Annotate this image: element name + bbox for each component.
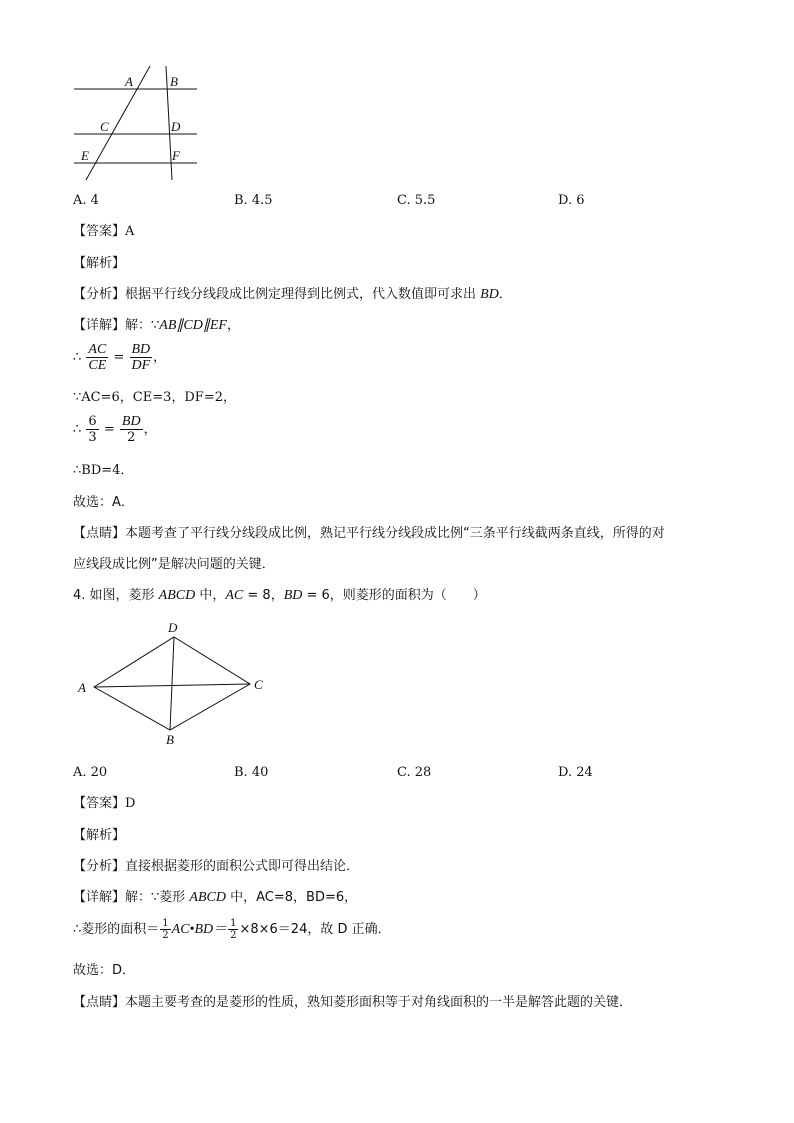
q4-option-b: B. 40 — [234, 765, 269, 780]
q3-fenxi — [73, 286, 512, 304]
xiangjie-abcd: ABCD — [189, 890, 226, 905]
therefore-sign: ∴ — [73, 422, 82, 437]
label-F: F — [172, 148, 180, 163]
comma: ， — [143, 422, 157, 437]
q3-dianjing — [73, 525, 665, 543]
q3-substitution-equation — [73, 414, 157, 445]
fenxi-text: 根据平行线分线段成比例定理得到比例式，代入数值即可求出 — [125, 287, 481, 302]
area-end: ×8×6＝24，故 D 正确． — [239, 922, 391, 937]
stem-mid: 中， — [195, 588, 226, 603]
fenxi-text: 直接根据菱形的面积公式即可得出结论． — [125, 859, 360, 874]
fraction-denominator: 2 — [230, 930, 237, 941]
label-C: C — [254, 677, 263, 692]
fraction-6-3 — [86, 414, 98, 445]
rhombus-figure — [74, 618, 269, 748]
q3-result: ∴BD=4． — [73, 463, 134, 478]
fraction-bd-df — [130, 342, 153, 373]
fraction-numerator: BD — [121, 414, 141, 429]
fraction-denominator: 2 — [127, 430, 136, 445]
fraction-bd-2 — [120, 414, 143, 445]
fraction-one-half-2 — [228, 918, 238, 941]
answer-value: D — [125, 796, 136, 811]
q4-jiexi-tag: 【解析】 — [73, 828, 126, 843]
q3-option-c: C. 5.5 — [397, 193, 436, 208]
xiangjie-pre: 解：∵ — [125, 318, 160, 333]
q3-jiexi-tag: 【解析】 — [73, 256, 126, 271]
stem-pre: 4. 如图，菱形 — [73, 588, 159, 603]
fraction-ac-ce — [86, 342, 108, 373]
answer-value: A — [125, 224, 135, 239]
q4-stem — [73, 587, 486, 605]
stem-bd: BD — [283, 588, 303, 603]
fraction-numerator: AC — [88, 342, 107, 357]
fenxi-bd: BD — [480, 287, 499, 302]
q4-option-c: C. 28 — [397, 765, 432, 780]
fraction-numerator: BD — [131, 342, 151, 357]
q3-xiangjie — [73, 317, 240, 335]
q4-dianjing — [73, 994, 632, 1012]
answer-tag: 【答案】 — [73, 224, 126, 239]
q3-ratio-equation — [73, 342, 166, 373]
answer-tag: 【答案】 — [73, 796, 126, 811]
stem-eq2: = 6，则菱形的面积为（ ） — [302, 588, 486, 603]
fraction-denominator: 2 — [162, 930, 169, 941]
dianjing-tag: 【点睛】 — [73, 995, 126, 1010]
q3-choose: 故选：A． — [73, 495, 134, 510]
stem-eq1: = 8， — [243, 588, 284, 603]
fraction-numerator: 1 — [230, 918, 237, 929]
xiangjie-rest: 中，AC=8，BD=6， — [225, 890, 358, 905]
q4-xiangjie — [73, 889, 357, 907]
fraction-denominator: DF — [131, 358, 151, 373]
q4-area-equation — [73, 918, 391, 941]
therefore-sign: ∴ — [73, 350, 82, 365]
equals-sign: = — [113, 350, 125, 365]
label-D: D — [168, 620, 178, 635]
fraction-denominator: 3 — [88, 430, 97, 445]
fraction-numerator: 1 — [162, 918, 169, 929]
q3-option-d: D. 6 — [558, 193, 585, 208]
xiangjie-tag: 【详解】 — [73, 890, 126, 905]
q4-choose: 故选：D． — [73, 963, 136, 978]
fenxi-tag: 【分析】 — [73, 287, 126, 302]
fraction-numerator: 6 — [88, 414, 97, 429]
stem-abcd: ABCD — [158, 588, 196, 603]
xiangjie-pre: 解：∵菱形 — [125, 890, 190, 905]
dianjing-text: 本题考查了平行线分线段成比例，熟记平行线分线段成比例“三条平行线截两条直线，所得的对 — [125, 526, 665, 541]
fenxi-tag: 【分析】 — [73, 859, 126, 874]
label-B: B — [170, 74, 178, 89]
parallel-lines-figure — [70, 62, 205, 184]
label-D: D — [171, 119, 181, 134]
dianjing-text: 本题主要考查的是菱形的性质，熟知菱形面积等于对角线面积的一半是解答此题的关键． — [125, 995, 633, 1010]
fraction-one-half — [160, 918, 170, 941]
q3-dianjing-continued: 应线段成比例”是解决问题的关键． — [73, 557, 275, 572]
q4-option-d: D. 24 — [558, 765, 593, 780]
q4-fenxi — [73, 858, 359, 876]
fraction-denominator: CE — [88, 358, 107, 373]
q3-given-values: ∵AC=6，CE=3，DF=2， — [73, 390, 236, 405]
diagonal-bd — [170, 637, 174, 730]
q4-answer — [73, 795, 135, 813]
comma: ， — [153, 350, 167, 365]
xiangjie-parallel: AB∥CD∥EF — [159, 318, 227, 333]
xiangjie-tag: 【详解】 — [73, 318, 126, 333]
area-mid: AC•BD＝ — [171, 922, 228, 937]
equals-sign: = — [103, 422, 115, 437]
q3-option-b: B. 4.5 — [234, 193, 273, 208]
q4-option-a: A. 20 — [73, 765, 108, 780]
q3-option-a: A. 4 — [73, 193, 99, 208]
q3-answer — [73, 223, 134, 241]
label-C: C — [100, 119, 109, 134]
area-pre: ∴菱形的面积＝ — [73, 922, 160, 937]
xiangjie-end: ， — [226, 318, 240, 333]
dianjing-tag: 【点睛】 — [73, 526, 126, 541]
label-E: E — [81, 148, 89, 163]
fenxi-end: ． — [498, 287, 512, 302]
label-B: B — [166, 732, 174, 747]
label-A: A — [78, 680, 86, 695]
label-A: A — [125, 74, 133, 89]
stem-ac: AC — [225, 588, 244, 603]
